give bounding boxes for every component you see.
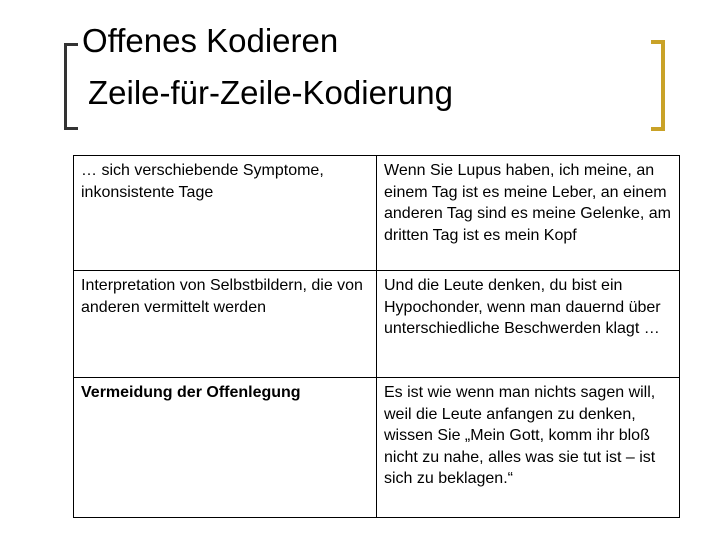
left-bracket-decoration bbox=[64, 43, 78, 130]
quote-cell: Es ist wie wenn man nichts sagen will, weil die Leute anfangen zu denken, wissen Sie „Mein Gott, komm ihr bloß nicht zu nahe, alles was sie tut ist – ist sich zu beklagen.“ bbox=[377, 378, 680, 518]
table-row bbox=[74, 271, 680, 378]
code-cell: Vermeidung der Offenlegung bbox=[74, 378, 377, 518]
slide-title: Offenes Kodieren bbox=[82, 22, 339, 59]
code-cell: … sich verschiebende Symptome, inkonsistente Tage bbox=[74, 156, 377, 271]
coding-table bbox=[73, 155, 680, 518]
slide-subtitle: Zeile-für-Zeile-Kodierung bbox=[88, 74, 453, 111]
code-cell: Interpretation von Selbstbildern, die von anderen vermittelt werden bbox=[74, 271, 377, 378]
table-row bbox=[74, 378, 680, 518]
quote-cell: Und die Leute denken, du bist ein Hypochonder, wenn man dauernd über unterschiedliche Beschwerden klagt … bbox=[377, 271, 680, 378]
quote-cell: Wenn Sie Lupus haben, ich meine, an einem Tag ist es meine Leber, an einem anderen Tag sind es meine Gelenke, am dritten Tag ist es mein Kopf bbox=[377, 156, 680, 271]
right-bracket-decoration bbox=[651, 40, 665, 131]
table-row bbox=[74, 156, 680, 271]
